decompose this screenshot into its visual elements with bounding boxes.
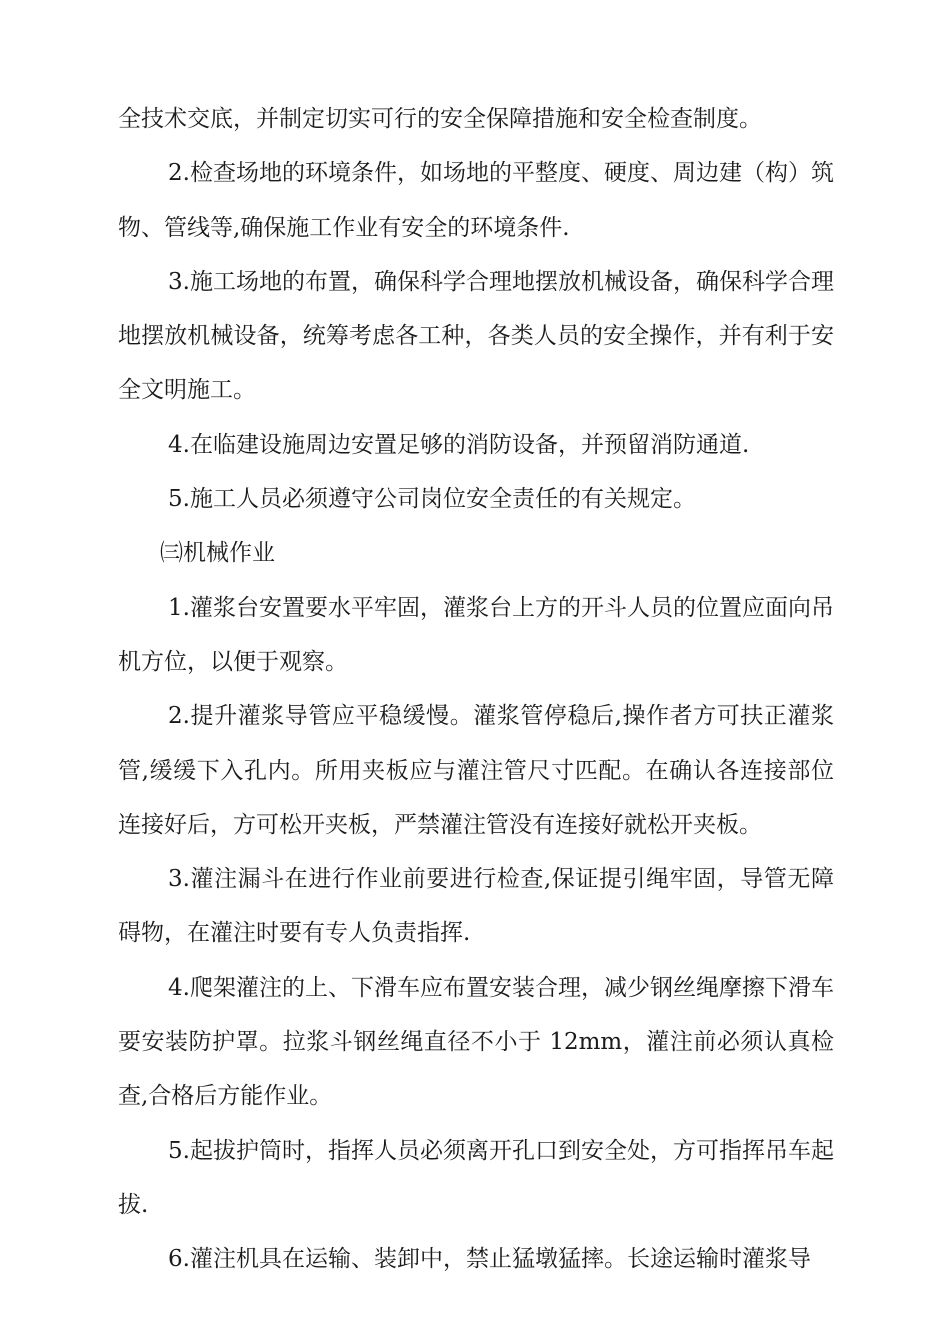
section-heading-machinery: ㈢机械作业 xyxy=(160,540,275,567)
document-body xyxy=(118,92,834,1287)
paragraph-item-3-hopper-check: 3.灌注漏斗在进行作业前要进行检查,保证提引绳牢固，导管无障碍物，在灌注时要有专人负责指挥. xyxy=(118,866,834,947)
paragraph-item-2-site-conditions: 2.检查场地的环境条件，如场地的平整度、硬度、周边建（构）筑物、管线等,确保施工作业有安全的环境条件. xyxy=(118,160,834,241)
paragraph-item-4-pulley-setup: 4.爬架灌注的上、下滑车应布置安装合理，减少钢丝绳摩擦下滑车要安装防护罩。拉浆斗钢丝绳直径不小于 12mm，灌注前必须认真检查,合格后方能作业。 xyxy=(118,974,834,1110)
paragraph-continuation: 全技术交底，并制定切实可行的安全保障措施和安全检查制度。 xyxy=(118,106,762,132)
paragraph-item-2-grout-pipe: 2.提升灌浆导管应平稳缓慢。灌浆管停稳后,操作者方可扶正灌浆管,缓缓下入孔内。所用夹板应与灌注管尺寸匹配。在确认各连接部位连接好后，方可松开夹板，严禁灌注管没有连接好就松开夹板。 xyxy=(118,703,834,838)
paragraph-item-5-casing-pull: 5.起拔护筒时，指挥人员必须离开孔口到安全处，方可指挥吊车起拔. xyxy=(118,1137,834,1218)
paragraph-item-5-personnel-rules: 5.施工人员必须遵守公司岗位安全责任的有关规定。 xyxy=(168,486,696,513)
paragraph-item-6-transport: 6.灌注机具在运输、装卸中，禁止猛墩猛摔。长途运输时灌浆导 xyxy=(168,1246,811,1273)
paragraph-item-3-site-layout: 3.施工场地的布置，确保科学合理地摆放机械设备，确保科学合理地摆放机械设备，统筹考虑各工种，各类人员的安全操作，并有利于安全文明施工。 xyxy=(118,268,834,404)
paragraph-item-4-fire-equipment: 4.在临建设施周边安置足够的消防设备，并预留消防通道. xyxy=(168,431,750,458)
paragraph-item-1-grout-platform: 1.灌浆台安置要水平牢固，灌浆台上方的开斗人员的位置应面向吊机方位，以便于观察。 xyxy=(118,594,834,675)
